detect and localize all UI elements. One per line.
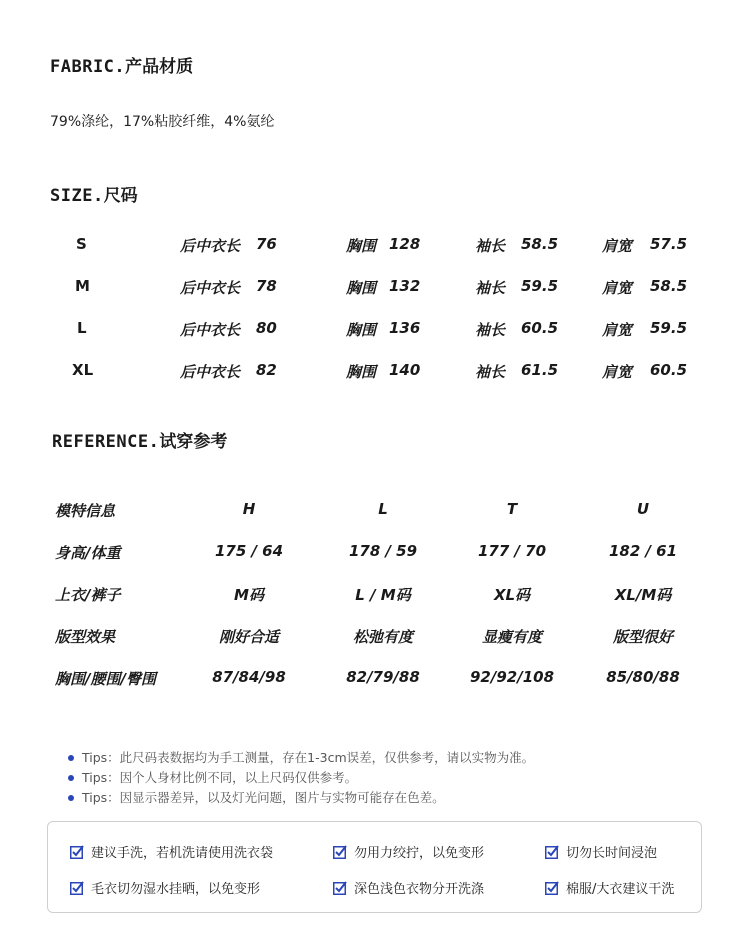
chest-label: 胸围 xyxy=(346,363,377,381)
reference-title-cn: 试穿参考 xyxy=(159,432,228,452)
reference-cell: 177 / 70 xyxy=(477,542,547,560)
size-name: S xyxy=(76,235,87,253)
care-instructions-box xyxy=(47,821,702,913)
reference-cell: 版型很好 xyxy=(612,628,674,646)
tips-list xyxy=(68,748,534,808)
tip-item xyxy=(68,788,534,808)
care-item-text: 毛衣切勿湿水挂晒，以免变形 xyxy=(91,882,261,897)
chest-label: 胸围 xyxy=(346,279,377,297)
chest-value: 140 xyxy=(389,361,421,379)
tip-text: Tips：因显示器差异，以及灯光问题，图片与实物可能存在色差。 xyxy=(82,790,445,805)
care-item-text: 建议手洗，若机洗请使用洗衣袋 xyxy=(91,846,274,861)
care-item xyxy=(545,878,674,897)
shoulder-label: 肩宽 xyxy=(602,237,633,255)
length-value: 76 xyxy=(256,235,277,253)
fabric-title-cn: 产品材质 xyxy=(125,57,194,77)
care-item-text: 棉服/大衣建议干洗 xyxy=(566,882,675,897)
care-item xyxy=(70,842,273,861)
reference-cell: 178 / 59 xyxy=(348,542,418,560)
reference-title xyxy=(52,427,227,452)
chest-value: 136 xyxy=(389,319,421,337)
length-label: 后中衣长 xyxy=(180,279,241,297)
shoulder-label: 肩宽 xyxy=(602,363,633,381)
reference-row-label: 身高/体重 xyxy=(55,544,121,562)
length-value: 80 xyxy=(256,319,277,337)
checkbox-checked-icon xyxy=(333,845,347,859)
reference-cell: 85/80/88 xyxy=(606,668,680,686)
reference-cell: 175 / 64 xyxy=(214,542,284,560)
checkbox-checked-icon xyxy=(70,845,84,859)
shoulder-value: 58.5 xyxy=(650,277,688,295)
chest-value: 132 xyxy=(389,277,421,295)
reference-row-label: 上衣/裤子 xyxy=(55,586,121,604)
fabric-title xyxy=(50,52,193,77)
length-label: 后中衣长 xyxy=(180,363,241,381)
sleeve-label: 袖长 xyxy=(475,363,506,381)
reference-cell: 显瘦有度 xyxy=(481,628,543,646)
tip-item xyxy=(68,748,534,768)
sleeve-label: 袖长 xyxy=(475,237,506,255)
reference-cell: L / M码 xyxy=(355,586,411,604)
length-value: 82 xyxy=(256,361,277,379)
chest-label: 胸围 xyxy=(346,321,377,339)
reference-row-label: 模特信息 xyxy=(55,502,116,520)
reference-cell: 刚好合适 xyxy=(218,628,280,646)
bullet-icon xyxy=(68,775,74,781)
length-value: 78 xyxy=(256,277,277,295)
checkbox-checked-icon xyxy=(70,881,84,895)
care-item xyxy=(333,842,484,861)
shoulder-value: 57.5 xyxy=(650,235,688,253)
bullet-icon xyxy=(68,795,74,801)
sleeve-value: 59.5 xyxy=(521,277,559,295)
shoulder-value: 60.5 xyxy=(650,361,688,379)
chest-value: 128 xyxy=(389,235,421,253)
sleeve-value: 60.5 xyxy=(521,319,559,337)
tip-text: Tips：此尺码表数据均为手工测量，存在1-3cm误差，仅供参考，请以实物为准。 xyxy=(82,750,535,765)
reference-title-en: REFERENCE. xyxy=(52,432,160,452)
reference-cell: 182 / 61 xyxy=(608,542,678,560)
reference-cell: 82/79/88 xyxy=(346,668,420,686)
length-label: 后中衣长 xyxy=(180,237,241,255)
reference-cell: 92/92/108 xyxy=(469,668,555,686)
care-item-text: 勿用力绞拧，以免变形 xyxy=(354,846,485,861)
sleeve-value: 61.5 xyxy=(521,361,559,379)
reference-cell: M码 xyxy=(234,586,264,604)
chest-label: 胸围 xyxy=(346,237,377,255)
checkbox-checked-icon xyxy=(545,845,559,859)
fabric-composition: 79%涤纶，17%粘胶纤维，4%氨纶 xyxy=(50,114,275,130)
reference-row-label: 胸围/腰围/臀围 xyxy=(55,670,156,688)
tip-item xyxy=(68,768,534,788)
sleeve-label: 袖长 xyxy=(475,279,506,297)
reference-cell: T xyxy=(506,500,518,518)
bullet-icon xyxy=(68,755,74,761)
shoulder-label: 肩宽 xyxy=(602,279,633,297)
care-item xyxy=(333,878,484,897)
care-item xyxy=(545,842,657,861)
reference-cell: H xyxy=(242,500,256,518)
reference-cell: L xyxy=(378,500,388,518)
shoulder-label: 肩宽 xyxy=(602,321,633,339)
sleeve-label: 袖长 xyxy=(475,321,506,339)
reference-cell: 87/84/98 xyxy=(212,668,286,686)
reference-cell: 松弛有度 xyxy=(352,628,414,646)
care-item xyxy=(70,878,260,897)
size-title xyxy=(50,181,138,206)
shoulder-value: 59.5 xyxy=(650,319,688,337)
sleeve-value: 58.5 xyxy=(521,235,559,253)
checkbox-checked-icon xyxy=(545,881,559,895)
size-name: M xyxy=(75,277,90,295)
size-name: L xyxy=(77,319,87,337)
size-name: XL xyxy=(72,361,94,379)
reference-cell: XL码 xyxy=(493,586,531,604)
care-item-text: 深色浅色衣物分开洗涤 xyxy=(354,882,485,897)
tip-text: Tips：因个人身材比例不同，以上尺码仅供参考。 xyxy=(82,770,358,785)
size-title-cn: 尺码 xyxy=(103,186,138,206)
reference-cell: U xyxy=(636,500,650,518)
reference-cell: XL/M码 xyxy=(614,586,672,604)
size-title-en: SIZE. xyxy=(50,186,104,206)
care-item-text: 切勿长时间浸泡 xyxy=(566,846,658,861)
length-label: 后中衣长 xyxy=(180,321,241,339)
checkbox-checked-icon xyxy=(333,881,347,895)
reference-row-label: 版型效果 xyxy=(55,628,116,646)
fabric-title-en: FABRIC. xyxy=(50,57,126,77)
